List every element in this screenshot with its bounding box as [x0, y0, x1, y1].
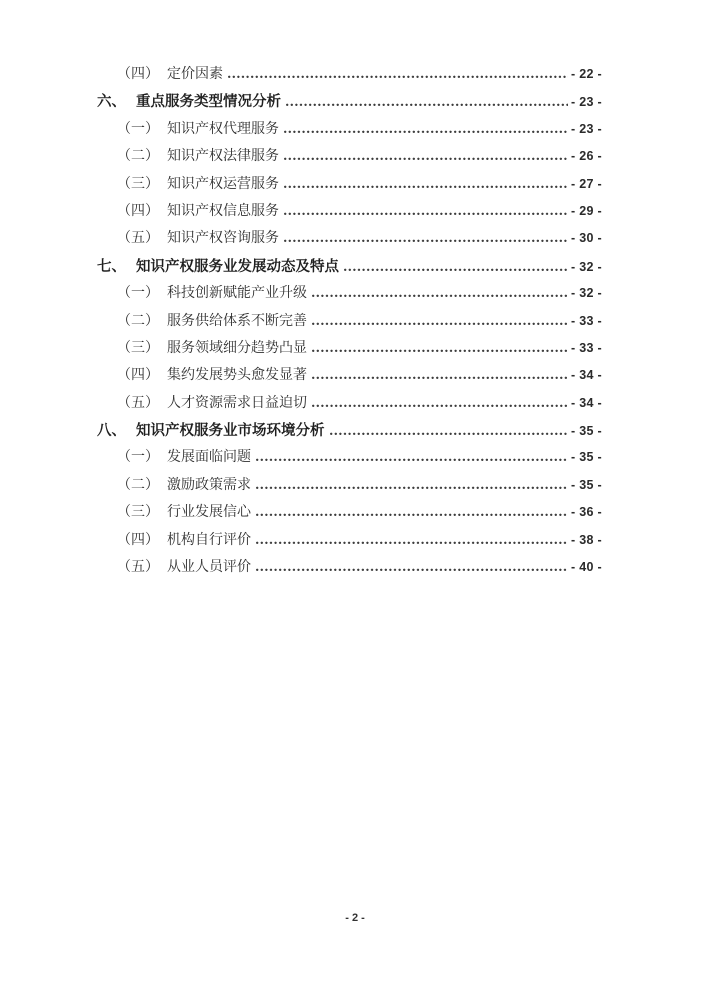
toc-entry[interactable] [97, 255, 602, 282]
toc-entry-label: 知识产权服务业市场环境分析 [136, 423, 325, 440]
toc-entry[interactable] [97, 419, 602, 446]
toc-entry-number: 八、 [97, 423, 126, 440]
toc-entry-number: 七、 [97, 258, 126, 275]
page-footer [0, 912, 710, 924]
dot-leader [256, 512, 568, 516]
toc-entry-page: - 23 - [571, 95, 602, 110]
dot-leader [286, 102, 568, 106]
toc-entry[interactable] [97, 474, 602, 501]
toc-entry-page: - 30 - [571, 231, 602, 246]
toc-entry-number: （二） [117, 149, 159, 165]
dot-leader [312, 293, 568, 297]
dot-leader [284, 156, 568, 160]
toc-entry-number: （五） [117, 560, 159, 576]
toc-entry-page: - 35 - [571, 477, 602, 492]
toc-entry[interactable] [97, 501, 602, 528]
toc-entry[interactable] [97, 200, 602, 227]
toc-entry[interactable] [97, 63, 602, 90]
toc-entry-label: 知识产权信息服务 [167, 203, 279, 219]
toc-entry-number: （三） [117, 176, 159, 192]
toc-entry-label: 知识产权法律服务 [167, 149, 279, 165]
toc-entry-page: - 36 - [571, 505, 602, 520]
toc-entry-number: （三） [117, 340, 159, 356]
dot-leader [284, 184, 568, 188]
toc-entry-number: （一） [117, 450, 159, 466]
dot-leader [256, 567, 568, 571]
dot-leader [312, 348, 568, 352]
toc-entry-number: 六、 [97, 94, 126, 111]
dot-leader [284, 238, 568, 242]
toc-entry-number: （四） [117, 532, 159, 548]
toc-entry-label: 集约发展势头愈发显著 [167, 368, 307, 384]
toc-entry-number: （四） [117, 368, 159, 384]
toc-entry-page: - 29 - [571, 203, 602, 218]
toc-entry-page: - 32 - [571, 259, 602, 274]
toc-entry-label: 行业发展信心 [167, 505, 251, 521]
toc-entry[interactable] [97, 556, 602, 583]
toc-entry-page: - 34 - [571, 368, 602, 383]
toc-entry-number: （五） [117, 231, 159, 247]
toc-entry-page: - 22 - [571, 67, 602, 81]
toc-entry-label: 重点服务类型情况分析 [136, 94, 281, 111]
toc-entry-label: 服务供给体系不断完善 [167, 313, 307, 329]
toc-entry-page: - 23 - [571, 121, 602, 136]
dot-leader [228, 74, 568, 78]
toc-entry[interactable] [97, 392, 602, 419]
toc-entry-page: - 34 - [571, 395, 602, 410]
toc-entry-page: - 32 - [571, 286, 602, 301]
toc-entry-label: 科技创新赋能产业升级 [167, 286, 307, 302]
toc-entry-number: （二） [117, 477, 159, 493]
toc-entry-label: 知识产权代理服务 [167, 121, 279, 137]
toc-entry-number: （一） [117, 121, 159, 137]
dot-leader [256, 485, 568, 489]
toc-entry[interactable] [97, 282, 602, 309]
toc-entry-label: 机构自行评价 [167, 532, 251, 548]
toc-entry[interactable] [97, 173, 602, 200]
toc-entry-page: - 26 - [571, 149, 602, 164]
toc-entry-number: （四） [117, 67, 159, 82]
toc-entry-label: 激励政策需求 [167, 477, 251, 493]
toc-entry-page: - 33 - [571, 313, 602, 328]
toc-entry[interactable] [97, 310, 602, 337]
dot-leader [256, 457, 568, 461]
table-of-contents [97, 63, 602, 583]
toc-entry-label: 知识产权运营服务 [167, 176, 279, 192]
toc-entry-label: 知识产权咨询服务 [167, 231, 279, 247]
toc-entry-label: 定价因素 [167, 67, 223, 82]
toc-entry[interactable] [97, 145, 602, 172]
toc-entry[interactable] [97, 227, 602, 254]
dot-leader [284, 129, 568, 133]
toc-entry[interactable] [97, 90, 602, 117]
toc-entry-number: （一） [117, 286, 159, 302]
toc-entry-page: - 40 - [571, 560, 602, 575]
toc-entry[interactable] [97, 446, 602, 473]
dot-leader [312, 321, 568, 325]
toc-entry[interactable] [97, 529, 602, 556]
toc-entry-page: - 35 - [571, 450, 602, 465]
toc-entry-number: （二） [117, 313, 159, 329]
footer-page-number: - 2 - [345, 912, 365, 924]
toc-entry[interactable] [97, 364, 602, 391]
toc-entry-page: - 27 - [571, 176, 602, 191]
dot-leader [312, 403, 568, 407]
toc-entry-label: 人才资源需求日益迫切 [167, 395, 307, 411]
toc-entry[interactable] [97, 337, 602, 364]
toc-entry-page: - 33 - [571, 340, 602, 355]
toc-entry-label: 发展面临问题 [167, 450, 251, 466]
dot-leader [330, 431, 569, 435]
toc-entry-page: - 35 - [571, 424, 602, 439]
toc-entry[interactable] [97, 118, 602, 145]
toc-entry-number: （三） [117, 505, 159, 521]
dot-leader [344, 267, 568, 271]
dot-leader [284, 211, 568, 215]
toc-entry-label: 从业人员评价 [167, 560, 251, 576]
toc-entry-label: 知识产权服务业发展动态及特点 [136, 258, 339, 275]
dot-leader [256, 540, 568, 544]
dot-leader [312, 375, 568, 379]
toc-entry-number: （四） [117, 203, 159, 219]
toc-entry-number: （五） [117, 395, 159, 411]
toc-entry-page: - 38 - [571, 532, 602, 547]
toc-entry-label: 服务领域细分趋势凸显 [167, 340, 307, 356]
